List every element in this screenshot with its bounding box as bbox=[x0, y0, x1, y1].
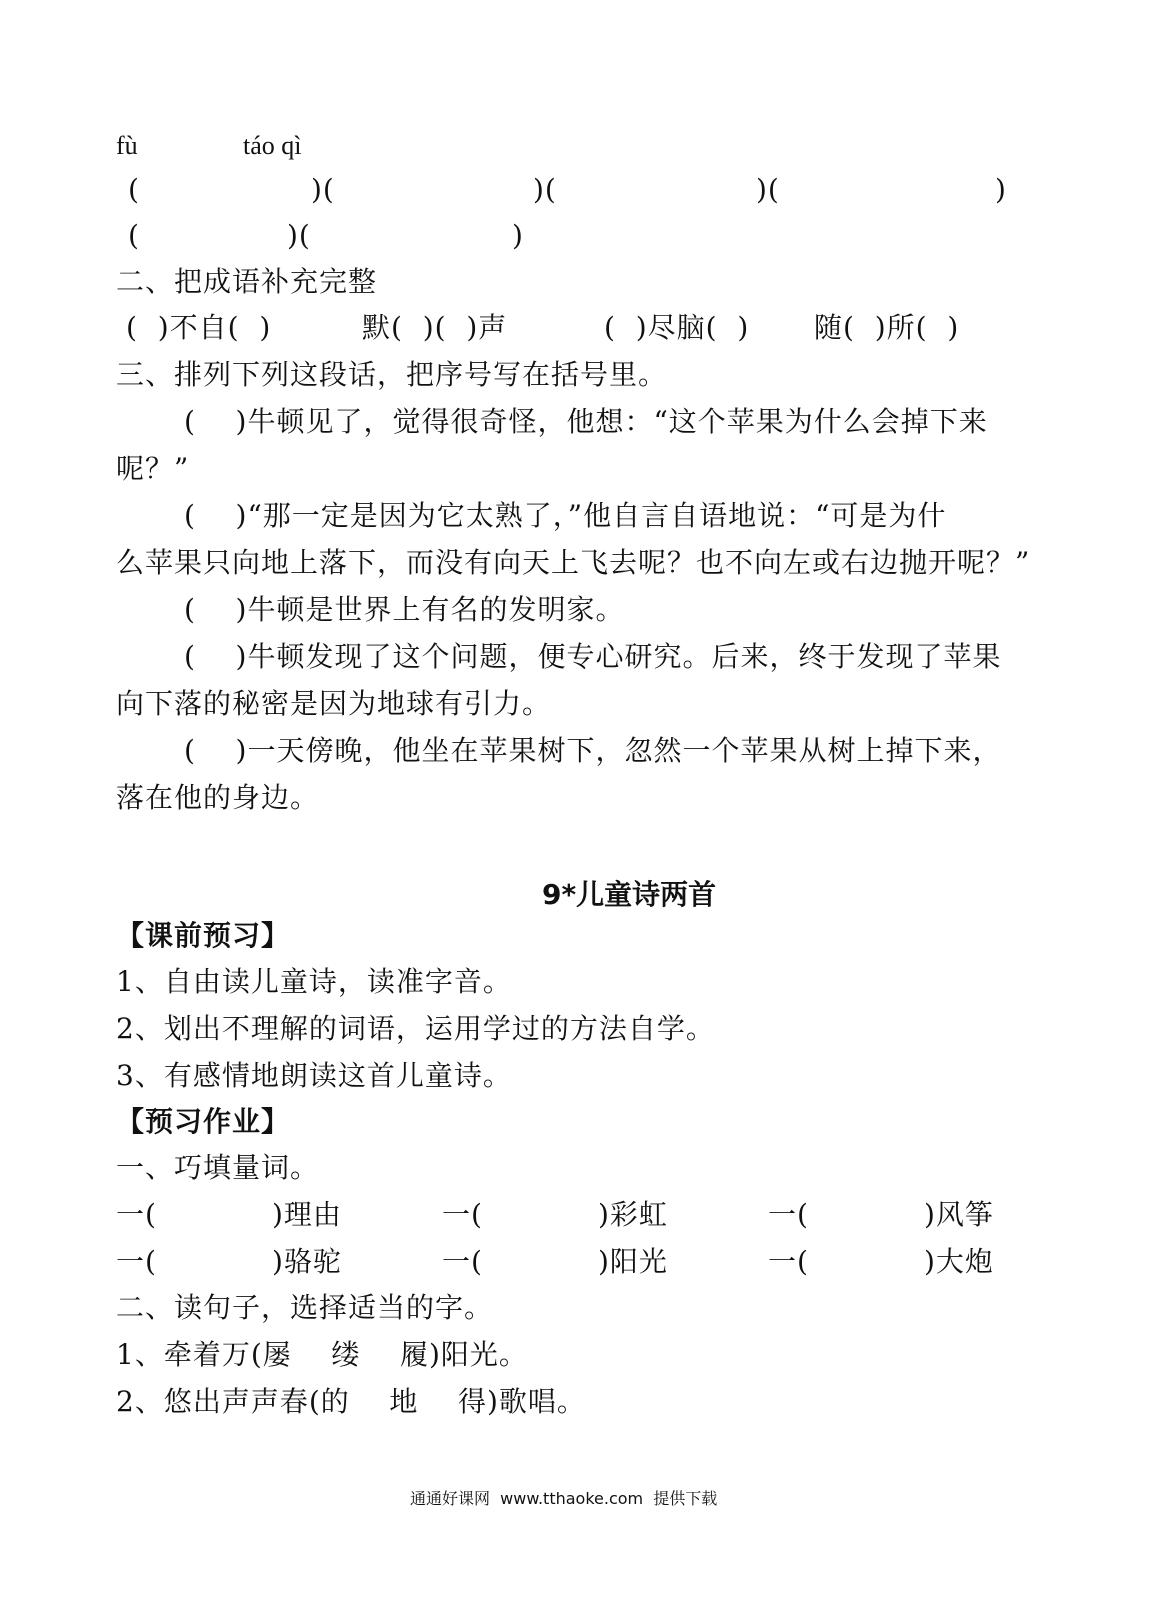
sentence-3-line-1: ( )牛顿是世界上有名的发明家。 bbox=[184, 593, 625, 626]
idiom-item: 随( )所( ) bbox=[814, 311, 960, 344]
measure-close: )理由 bbox=[272, 1198, 342, 1231]
section2-heading: 二、把成语补充完整 bbox=[116, 265, 378, 298]
measure-close: )骆驼 bbox=[272, 1245, 342, 1278]
paren: )( bbox=[756, 173, 780, 206]
preview-heading: 【课前预习】 bbox=[116, 919, 291, 952]
measure-open: 一( bbox=[442, 1245, 483, 1278]
pinyin-fu: fù bbox=[116, 131, 138, 160]
measure-open: 一( bbox=[768, 1245, 809, 1278]
sentence-1-line-1: ( )牛顿见了，觉得很奇怪，他想：“这个苹果为什么会掉下来 bbox=[184, 405, 988, 438]
homework-heading: 【预习作业】 bbox=[116, 1105, 291, 1138]
section3-heading: 三、排列下列这段话，把序号写在括号里。 bbox=[116, 358, 668, 391]
measure-open: 一( bbox=[768, 1198, 809, 1231]
preview-item: 3、有感情地朗读这首儿童诗。 bbox=[116, 1059, 512, 1092]
sentence-2-line-1: ( )“那一定是因为它太熟了，”他自言自语地说：“可是为什 bbox=[184, 499, 947, 532]
choose-item: 1、牵着万(屡 缕 履)阳光。 bbox=[116, 1338, 528, 1371]
idiom-item: ( )不自( ) bbox=[126, 311, 272, 344]
paren: )( bbox=[311, 173, 335, 206]
footer-source: 通通好课网 www.tthaoke.com 提供下载 bbox=[410, 1489, 718, 1508]
measure-open: 一( bbox=[116, 1198, 157, 1231]
measure-open: 一( bbox=[116, 1245, 157, 1278]
measure-open: 一( bbox=[442, 1198, 483, 1231]
sentence-4-line-2: 向下落的秘密是因为地球有引力。 bbox=[116, 687, 552, 720]
measure-close: )风筝 bbox=[924, 1198, 994, 1231]
idiom-item: 默( )( )声 bbox=[362, 311, 508, 344]
sentence-1-line-2: 呢？” bbox=[116, 452, 190, 485]
lesson-title: 9*儿童诗两首 bbox=[542, 878, 717, 911]
sentence-5-line-1: ( )一天傍晚，他坐在苹果树下，忽然一个苹果从树上掉下来， bbox=[184, 734, 1002, 767]
sentence-5-line-2: 落在他的身边。 bbox=[116, 781, 320, 814]
paren: )( bbox=[287, 219, 311, 252]
measure-close: )大炮 bbox=[924, 1245, 994, 1278]
measure-heading: 一、巧填量词。 bbox=[116, 1151, 320, 1184]
paren: ( bbox=[128, 173, 140, 206]
sentence-4-line-1: ( )牛顿发现了这个问题，便专心研究。后来，终于发现了苹果 bbox=[184, 640, 1002, 673]
paren: ) bbox=[512, 219, 524, 252]
paren: ) bbox=[995, 173, 1007, 206]
sentence-2-line-2: 么苹果只向地上落下，而没有向天上飞去呢？也不向左或右边抛开呢？” bbox=[116, 546, 1031, 579]
preview-item: 1、自由读儿童诗，读准字音。 bbox=[116, 965, 512, 998]
preview-item: 2、划出不理解的词语，运用学过的方法自学。 bbox=[116, 1012, 715, 1045]
choose-heading: 二、读句子，选择适当的字。 bbox=[116, 1291, 494, 1324]
measure-close: )阳光 bbox=[598, 1245, 668, 1278]
paren: )( bbox=[533, 173, 557, 206]
idiom-item: ( )尽脑( ) bbox=[604, 311, 750, 344]
choose-item: 2、悠出声声春(的 地 得)歌唱。 bbox=[116, 1385, 586, 1418]
measure-close: )彩虹 bbox=[598, 1198, 668, 1231]
paren: ( bbox=[128, 219, 140, 252]
pinyin-taoqi: táo qì bbox=[243, 131, 302, 160]
